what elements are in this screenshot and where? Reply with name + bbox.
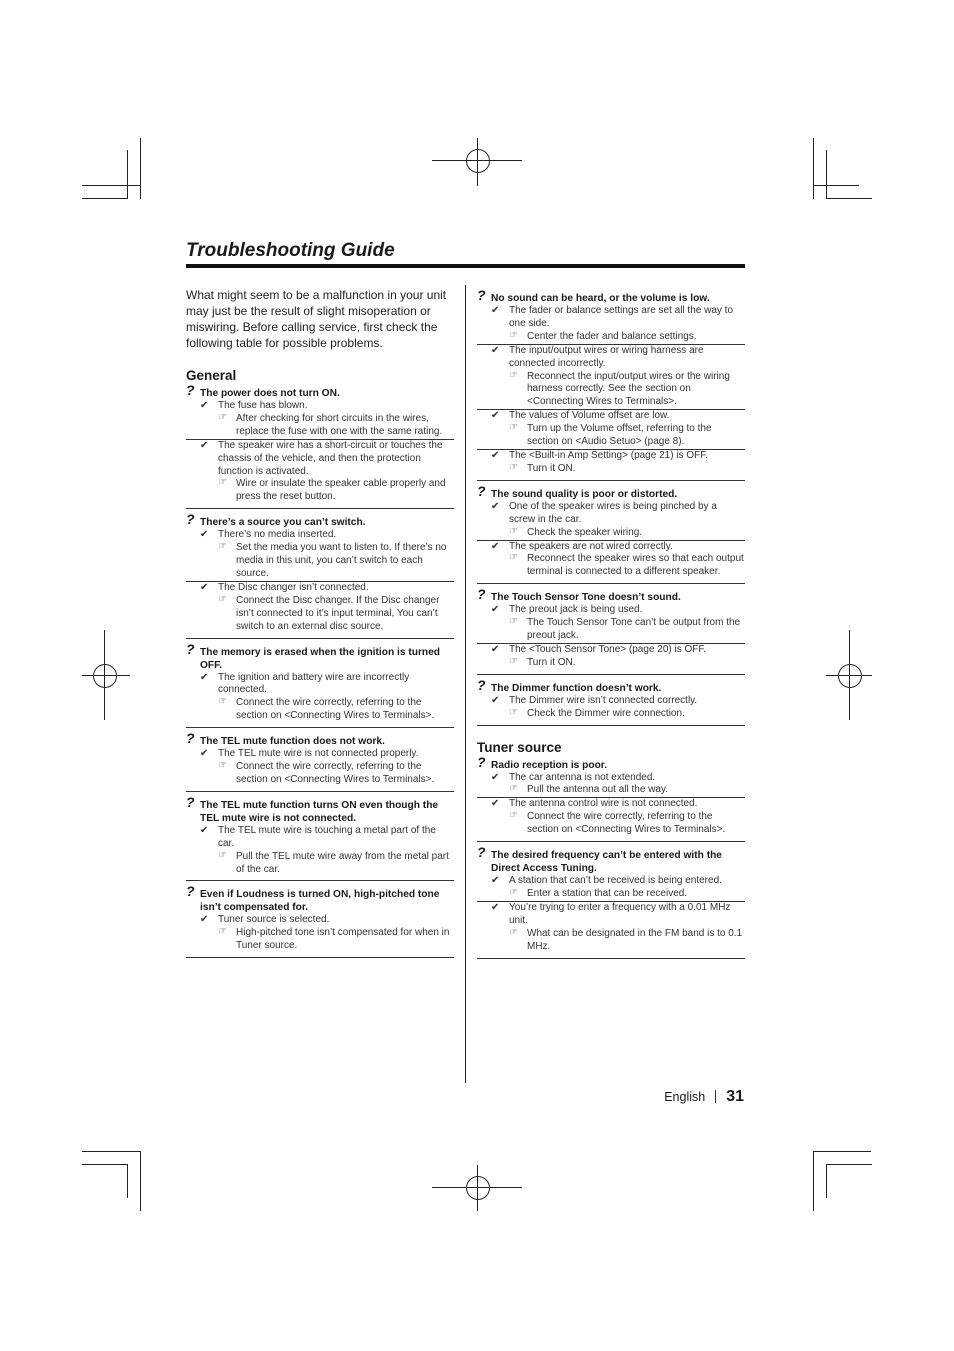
solution-text: After checking for short circuits in the wires, replace the fuse with one with the same rating.	[236, 412, 443, 437]
question-mark-icon: ?	[186, 883, 195, 900]
problem-question-text: The sound quality is poor or distorted.	[491, 488, 678, 500]
page-number: 31	[726, 1088, 744, 1105]
problem-entry	[477, 676, 745, 726]
problem-entry	[477, 287, 745, 481]
solution-text: Wire or insulate the speaker cable properly and press the reset button.	[236, 478, 446, 503]
pointing-hand-icon: ☞	[218, 760, 227, 772]
pointing-hand-icon: ☞	[509, 422, 518, 434]
cause-text: The preout jack is being used.	[509, 604, 643, 616]
solution-text: What can be designated in the FM band is to 0.1 MHz.	[527, 927, 743, 952]
pointing-hand-icon: ☞	[509, 706, 518, 718]
check-mark-icon: ✔	[491, 604, 500, 616]
pointing-hand-icon: ☞	[218, 593, 227, 605]
cause-row	[477, 501, 745, 527]
pointing-hand-icon: ☞	[509, 783, 518, 795]
cause-block	[477, 695, 745, 721]
cause-block	[186, 439, 454, 505]
solution-text: The Touch Sensor Tone can’t be output from the preout jack.	[527, 617, 741, 642]
pointing-hand-icon: ☞	[218, 849, 227, 861]
cause-block	[477, 643, 745, 670]
check-mark-icon: ✔	[491, 500, 500, 512]
footer-language: English	[664, 1090, 706, 1104]
pointing-hand-icon: ☞	[509, 926, 518, 938]
problem-question	[186, 793, 454, 825]
problem-entry	[186, 883, 454, 958]
solution-text: Check the Dimmer wire connection.	[527, 707, 685, 719]
cause-text: The Disc changer isn’t connected.	[218, 581, 369, 593]
solution-row	[477, 553, 745, 579]
cause-block	[477, 409, 745, 449]
problem-question	[477, 844, 745, 875]
problem-question-text: There’s a source you can’t switch.	[200, 517, 366, 529]
solution-row	[186, 697, 454, 723]
problem-question	[477, 753, 745, 772]
section-heading-general: General	[186, 368, 237, 383]
check-mark-icon: ✔	[200, 581, 209, 593]
problem-question-text: Even if Loudness is turned ON, high-pitched tone isn’t compensated for.	[200, 889, 440, 914]
solution-text: High-pitched tone isn’t compensated for when in Tuner source.	[236, 927, 450, 952]
problem-question-text: The TEL mute function does not work.	[200, 736, 385, 748]
cause-text: The fader or balance settings are set all the way to one side.	[509, 305, 734, 329]
cause-block	[477, 901, 745, 954]
pointing-hand-icon: ☞	[509, 461, 518, 473]
problem-question	[477, 676, 745, 695]
solution-row	[186, 413, 454, 439]
solution-text: Pull the antenna out all the way.	[527, 784, 669, 796]
solution-row	[186, 478, 454, 504]
tuner-problem-list	[477, 753, 745, 959]
problem-question-text: The desired frequency can’t be entered with the Direct Access Tuning.	[491, 850, 722, 875]
solution-text: Connect the wire correctly, referring to the section on <Connecting Wires to Terminals>.	[236, 697, 435, 722]
pointing-hand-icon: ☞	[509, 655, 518, 667]
solution-text: Center the fader and balance settings.	[527, 330, 697, 342]
cause-row	[477, 305, 745, 331]
check-mark-icon: ✔	[491, 694, 500, 706]
check-mark-icon: ✔	[200, 439, 209, 451]
solution-text: Check the speaker wiring.	[527, 526, 643, 538]
cause-row	[477, 345, 745, 371]
problem-entry	[477, 753, 745, 843]
solution-row	[477, 463, 745, 476]
intro-paragraph: What might seem to be a malfunction in your unit may just be the result of slight misoperation or miswiring. Before calling service, first check the following table for possible problems.	[186, 288, 447, 350]
cause-text: You’re trying to enter a frequency with a 0.01 MHz unit.	[509, 901, 731, 926]
pointing-hand-icon: ☞	[218, 541, 227, 553]
cause-block	[477, 449, 745, 476]
solution-text: Turn up the Volume offset, referring to the section on <Audio Setuo> (page 8).	[527, 423, 712, 448]
problem-question-text: Radio reception is poor.	[491, 759, 608, 771]
footer-separator	[715, 1090, 716, 1103]
solution-row	[186, 542, 454, 581]
cause-row	[477, 902, 745, 928]
check-mark-icon: ✔	[491, 643, 500, 655]
general-problem-list	[186, 382, 454, 958]
check-mark-icon: ✔	[491, 449, 500, 461]
check-mark-icon: ✔	[491, 901, 500, 913]
problem-entry	[186, 382, 454, 509]
solution-row	[477, 708, 745, 721]
cause-row	[186, 440, 454, 479]
problem-entry	[186, 730, 454, 792]
cause-block	[477, 344, 745, 410]
problem-entry	[186, 640, 454, 729]
pointing-hand-icon: ☞	[509, 369, 518, 381]
page-title: Troubleshooting Guide	[186, 240, 395, 261]
question-mark-icon: ?	[186, 793, 195, 810]
solution-row	[477, 657, 745, 670]
problem-question-text: The TEL mute function turns ON even though the TEL mute wire is not connected.	[200, 799, 439, 824]
cause-block	[477, 772, 745, 798]
problem-question	[186, 382, 454, 400]
question-mark-icon: ?	[186, 382, 195, 398]
solution-row	[477, 331, 745, 344]
cause-text: The speaker wire has a short-circuit or touches the chassis of the vehicle, and then the protection function is activated.	[218, 439, 443, 477]
pointing-hand-icon: ☞	[509, 525, 518, 537]
cause-text: The speakers are not wired correctly.	[509, 540, 673, 552]
cause-text: The Dimmer wire isn’t connected correctly.	[509, 694, 698, 706]
solution-text: Enter a station that can be received.	[527, 888, 688, 899]
solution-text: Turn it ON.	[527, 462, 576, 474]
solution-text: Pull the TEL mute wire away from the metal part of the car.	[236, 850, 449, 875]
question-mark-icon: ?	[186, 730, 195, 747]
solution-row	[477, 423, 745, 449]
cause-block	[477, 501, 745, 540]
solution-text: Reconnect the input/output wires or the wiring harness correctly. See the section on <Connecting Wires to Terminals>.	[527, 370, 730, 408]
cause-text: The input/output wires or wiring harness are connected incorrectly.	[509, 344, 704, 369]
cause-block	[477, 305, 745, 344]
problem-entry	[186, 511, 454, 638]
check-mark-icon: ✔	[200, 748, 209, 760]
solution-row	[186, 761, 454, 787]
cause-text: The ignition and battery wire are incorrectly connected.	[218, 671, 410, 696]
cause-block	[186, 529, 454, 581]
sound-problem-list	[477, 287, 745, 726]
cause-block	[186, 672, 454, 724]
problem-question-text: The power does not turn ON.	[200, 388, 340, 399]
cause-text: There’s no media inserted.	[218, 529, 337, 541]
cause-block	[477, 797, 745, 837]
problem-question-text: The Touch Sensor Tone doesn’t sound.	[491, 592, 681, 604]
left-column	[186, 287, 454, 965]
cause-block	[477, 875, 745, 901]
solution-text: Set the media you want to listen to. If there’s no media in this unit, you can’t switch to each source.	[236, 542, 447, 579]
pointing-hand-icon: ☞	[218, 411, 227, 423]
cause-block	[186, 400, 454, 439]
solution-row	[477, 784, 745, 797]
question-mark-icon: ?	[477, 676, 486, 693]
cause-row	[186, 825, 454, 851]
cause-text: The fuse has blown.	[218, 400, 308, 411]
solution-text: Connect the wire correctly, referring to the section on <Connecting Wires to Terminals>.	[236, 761, 435, 785]
question-mark-icon: ?	[186, 511, 195, 528]
problem-question	[186, 730, 454, 748]
pointing-hand-icon: ☞	[509, 329, 518, 341]
solution-row	[186, 927, 454, 953]
column-divider	[465, 285, 466, 1083]
question-mark-icon: ?	[477, 844, 486, 861]
cause-block	[186, 825, 454, 877]
section-heading-tuner: Tuner source	[477, 739, 562, 755]
question-mark-icon: ?	[186, 640, 195, 657]
pointing-hand-icon: ☞	[509, 552, 518, 564]
pointing-hand-icon: ☞	[218, 477, 227, 489]
pointing-hand-icon: ☞	[218, 696, 227, 708]
cause-block	[477, 540, 745, 580]
check-mark-icon: ✔	[200, 914, 209, 926]
cause-text: The <Built-in Amp Setting> (page 21) is OFF.	[509, 449, 708, 461]
check-mark-icon: ✔	[200, 671, 209, 683]
pointing-hand-icon: ☞	[509, 887, 518, 898]
question-mark-icon: ?	[477, 482, 486, 499]
solution-row	[477, 617, 745, 643]
problem-question	[477, 287, 745, 305]
check-mark-icon: ✔	[200, 824, 209, 836]
check-mark-icon: ✔	[491, 875, 500, 887]
cause-text: The <Touch Sensor Tone> (page 20) is OFF.	[509, 643, 707, 655]
problem-question	[186, 640, 454, 672]
question-mark-icon: ?	[477, 586, 486, 603]
pointing-hand-icon: ☞	[218, 926, 227, 938]
solution-text: Connect the wire correctly, referring to the section on <Connecting Wires to Terminals>.	[527, 811, 726, 836]
cause-text: The values of Volume offset are low.	[509, 410, 670, 422]
cause-block	[186, 914, 454, 953]
check-mark-icon: ✔	[491, 344, 500, 356]
pointing-hand-icon: ☞	[509, 810, 518, 822]
check-mark-icon: ✔	[200, 529, 209, 541]
check-mark-icon: ✔	[491, 540, 500, 552]
cause-block	[477, 604, 745, 643]
cause-text: A station that can’t be received is being entered.	[509, 875, 722, 887]
check-mark-icon: ✔	[491, 410, 500, 422]
cause-text: The TEL mute wire is touching a metal part of the car.	[218, 824, 436, 849]
cause-block	[186, 581, 454, 634]
right-column	[477, 289, 745, 966]
check-mark-icon: ✔	[491, 305, 500, 316]
problem-question	[186, 883, 454, 914]
check-mark-icon: ✔	[200, 400, 209, 411]
solution-row	[477, 811, 745, 837]
page-footer	[664, 1088, 744, 1106]
check-mark-icon: ✔	[491, 771, 500, 783]
problem-question	[477, 586, 745, 604]
solution-text: Connect the Disc changer. If the Disc changer isn’t connected to it’s input terminal, You can’t switch to an external disc source.	[236, 594, 440, 632]
problem-entry	[477, 482, 745, 584]
problem-entry	[477, 844, 745, 958]
solution-row	[477, 527, 745, 540]
solution-row	[477, 888, 745, 901]
title-rule	[186, 264, 745, 268]
solution-text: Turn it ON.	[527, 656, 576, 668]
solution-text: Reconnect the speaker wires so that each output terminal is connected to a different speaker.	[527, 553, 744, 578]
check-mark-icon: ✔	[491, 798, 500, 810]
solution-row	[477, 928, 745, 954]
problem-entry	[186, 793, 454, 882]
cause-text: The antenna control wire is not connected.	[509, 798, 698, 810]
pointing-hand-icon: ☞	[509, 616, 518, 628]
cause-block	[186, 748, 454, 787]
problem-question-text: No sound can be heard, or the volume is low.	[491, 293, 710, 304]
question-mark-icon: ?	[477, 753, 486, 770]
problem-question	[477, 482, 745, 501]
cause-text: One of the speaker wires is being pinched by a screw in the car.	[509, 500, 717, 525]
question-mark-icon: ?	[477, 287, 486, 303]
cause-text: The TEL mute wire is not connected properly.	[218, 748, 419, 760]
cause-text: Tuner source is selected.	[218, 914, 330, 926]
solution-row	[186, 851, 454, 877]
cause-text: The car antenna is not extended.	[509, 771, 656, 783]
problem-entry	[477, 586, 745, 675]
problem-question-text: The Dimmer function doesn’t work.	[491, 682, 662, 694]
problem-question	[186, 511, 454, 529]
cause-row	[186, 672, 454, 698]
solution-row	[477, 371, 745, 410]
solution-row	[186, 595, 454, 634]
problem-question-text: The memory is erased when the ignition is turned OFF.	[200, 646, 441, 671]
